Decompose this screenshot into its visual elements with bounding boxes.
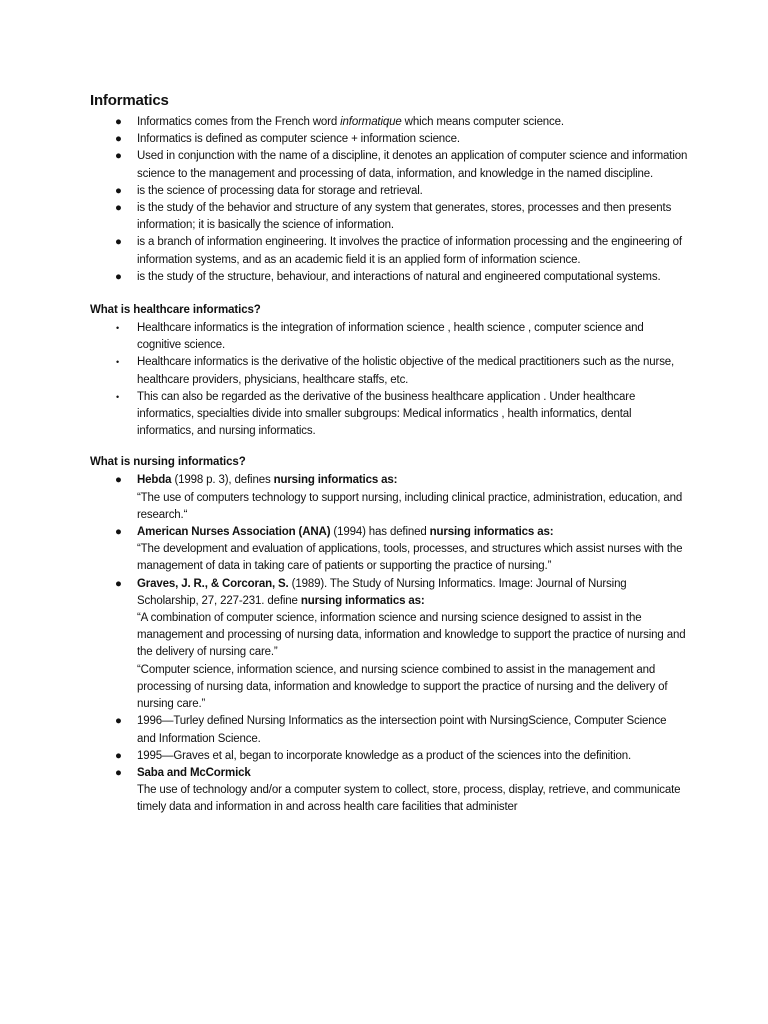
definition-quote: “A combination of computer science, information science and nursing science designed to assist in the management and processing of nursing data, information and knowledge to support the practice of nursing and the delivery of nursing care.” xyxy=(137,612,686,659)
bullet-icon: ● xyxy=(115,577,122,590)
informatics-list xyxy=(90,114,688,286)
healthcare-heading: What is healthcare informatics? xyxy=(90,304,261,317)
definition-quote: “Computer science, information science, and nursing science combined to assist in the management and processing of nursing data, information and knowledge to support the practice of nursing and the delivery of nursing care.” xyxy=(137,663,668,711)
bullet-icon: ● xyxy=(115,526,122,539)
list-item: ● Hebda (1998 p. 3), defines nursing informatics as: “The use of computers technology to support nursing, including clinical practice, administration, education, and research.“ xyxy=(90,472,688,524)
list-item: ● Used in conjunction with the name of a discipline, it denotes an application of computer science and information science to the management and processing of data, information, and knowledge in the named discipline. xyxy=(115,150,688,180)
list-item: ● 1996—Turley defined Nursing Informatics as the intersection point with NursingScience, Computer Science and Information Science. xyxy=(115,715,667,745)
nursing-list xyxy=(90,472,688,816)
definition-quote: “The development and evaluation of applications, tools, processes, and structures which assist nurses with the management of data in taking care of patients or supporting the practice of nursing.” xyxy=(137,543,683,573)
bullet-icon: ● xyxy=(115,236,122,249)
bullet-icon: • xyxy=(116,357,120,368)
bullet-icon: ● xyxy=(115,150,122,163)
nursing-heading: What is nursing informatics? xyxy=(90,456,246,469)
list-item: • Healthcare informatics is the derivative of the holistic objective of the medical practitioners such as the nurse, healthcare providers, physicians, healthcare staffs, etc. xyxy=(116,356,675,386)
list-item: ● is the study of the behavior and structure of any system that generates, stores, processes and then presents information; it is basically the science of information. xyxy=(115,202,672,232)
list-item: ● Graves, J. R., & Corcoran, S. (1989). The Study of Nursing Informatics. Image: Journal of Nursing Scholarship, 27, 227-231. define nursing informatics as: “A combination of computer science, information science and nursing science designed to assist in the management and processing of nursing data, information and knowledge to support the practice of nursing and the delivery of nursing care.” “Computer science, information science, and nursing science combined to assist in the management and processing of nursing data, information and knowledge to support the practice of nursing and the delivery of nursing care.” xyxy=(90,576,688,714)
list-item: ● Informatics comes from the French word informatique which means computer science. xyxy=(90,114,688,131)
definition-text: The use of technology and/or a computer system to collect, store, process, display, retrieve, and communicate timely data and information in and across health care facilities that administer xyxy=(137,784,681,814)
bullet-icon: • xyxy=(116,323,120,334)
list-item: ● Informatics is defined as computer science + information science. xyxy=(90,131,688,148)
list-item: ● Saba and McCormick The use of technology and/or a computer system to collect, store, process, display, retrieve, and communicate timely data and information in and across health care facilities that administer xyxy=(90,765,688,817)
bullet-icon: ● xyxy=(115,202,122,215)
bullet-icon: ● xyxy=(115,133,122,146)
healthcare-list xyxy=(90,320,688,440)
list-item: ● 1995—Graves et al, began to incorporate knowledge as a product of the sciences into the definition. xyxy=(90,748,688,765)
bullet-icon: ● xyxy=(115,184,122,197)
definition-quote: “The use of computers technology to support nursing, including clinical practice, administration, education, and research.“ xyxy=(137,491,683,521)
list-item: ● is the study of the structure, behaviour, and interactions of natural and engineered computational systems. xyxy=(90,269,688,286)
list-item: ● is a branch of information engineering. It involves the practice of information processing and the engineering of information systems, and as an academic field it is an applied form of information science. xyxy=(115,236,682,266)
bullet-icon: ● xyxy=(115,116,122,128)
page-title: Informatics xyxy=(90,92,169,109)
list-item: ● American Nurses Association (ANA) (1994) has defined nursing informatics as: “The development and evaluation of applications, tools, processes, and structures which assist nurses with the management of data in taking care of patients or supporting the practice of nursing.” xyxy=(90,524,688,576)
list-item: • Healthcare informatics is the integration of information science , health science , computer science and cognitive science. xyxy=(116,322,644,352)
bullet-icon: ● xyxy=(115,270,122,283)
bullet-icon: ● xyxy=(115,766,122,779)
bullet-icon: • xyxy=(116,391,120,402)
bullet-icon: ● xyxy=(115,474,122,487)
bullet-icon: ● xyxy=(115,715,122,728)
list-item: • This can also be regarded as the derivative of the business healthcare application . Under healthcare informatics, specialties divide into smaller subgroups: Medical informatics , health informatics, dental informatics, and nursing informatics. xyxy=(116,390,636,438)
bullet-icon: ● xyxy=(115,749,122,762)
list-item: ● is the science of processing data for storage and retrieval. xyxy=(90,183,688,200)
